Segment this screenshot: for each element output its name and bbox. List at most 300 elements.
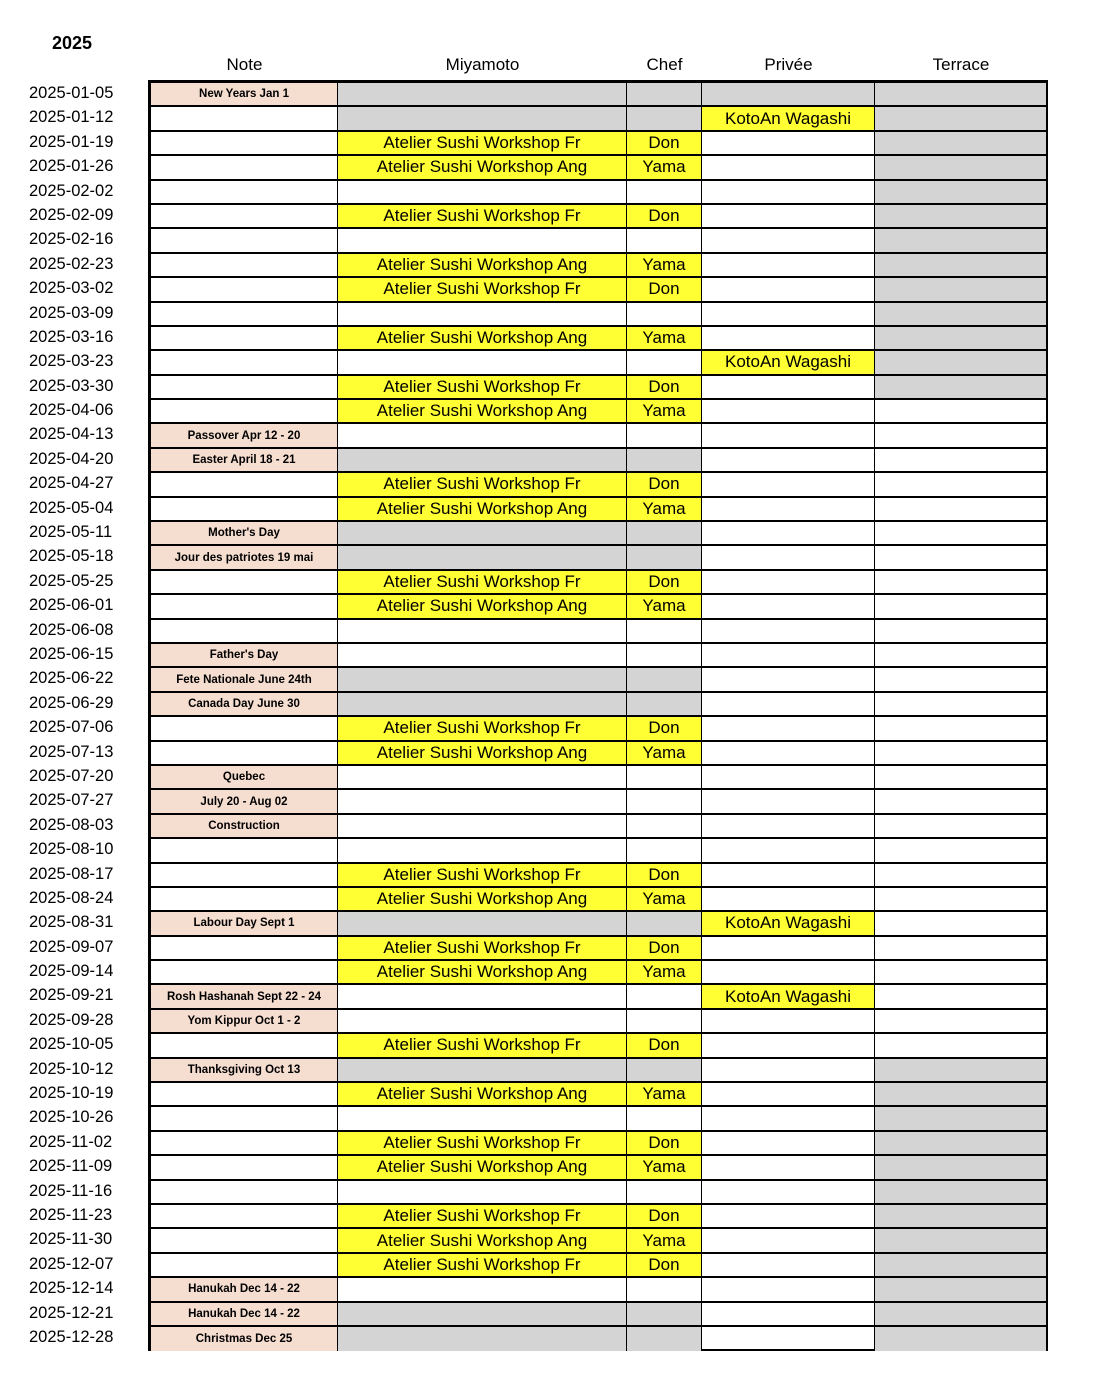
cell-terrace[interactable] <box>875 644 1046 666</box>
table-row <box>151 1010 1046 1034</box>
cell-miyamoto[interactable]: Atelier Sushi Workshop Fr <box>338 473 627 495</box>
cell-note[interactable] <box>151 1205 338 1227</box>
cell-miyamoto[interactable] <box>338 351 627 373</box>
table-row <box>151 1254 1046 1278</box>
cell-miyamoto[interactable] <box>338 1278 627 1300</box>
cell-chef[interactable] <box>627 1107 702 1129</box>
cell-note[interactable] <box>151 351 338 373</box>
cell-chef[interactable]: Yama <box>627 400 702 422</box>
cell-privee[interactable] <box>702 1034 875 1056</box>
cell-terrace[interactable] <box>875 327 1046 349</box>
table-row <box>151 132 1046 156</box>
cell-terrace[interactable] <box>875 546 1046 568</box>
cell-chef[interactable] <box>627 181 702 203</box>
cell-privee[interactable]: KotoAn Wagashi <box>702 351 875 373</box>
cell-note[interactable]: Hanukah Dec 14 - 22 <box>151 1278 338 1300</box>
cell-chef[interactable] <box>627 985 702 1007</box>
cell-privee[interactable] <box>702 1156 875 1178</box>
cell-chef[interactable] <box>627 1181 702 1203</box>
cell-miyamoto[interactable] <box>338 1010 627 1032</box>
cell-privee[interactable] <box>702 815 875 837</box>
cell-miyamoto[interactable] <box>338 1327 627 1351</box>
cell-note[interactable] <box>151 839 338 861</box>
table-row <box>151 498 1046 522</box>
cell-terrace[interactable] <box>875 376 1046 398</box>
cell-miyamoto[interactable] <box>338 985 627 1007</box>
cell-miyamoto[interactable] <box>338 839 627 861</box>
cell-chef[interactable] <box>627 1010 702 1032</box>
cell-note[interactable] <box>151 1083 338 1105</box>
cell-privee[interactable] <box>702 644 875 666</box>
cell-privee[interactable] <box>702 1181 875 1203</box>
cell-terrace[interactable] <box>875 205 1046 227</box>
cell-chef[interactable] <box>627 1327 702 1351</box>
cell-miyamoto[interactable] <box>338 522 627 544</box>
cell-miyamoto[interactable]: Atelier Sushi Workshop Fr <box>338 1205 627 1227</box>
cell-chef[interactable] <box>627 1059 702 1081</box>
cell-privee[interactable] <box>702 400 875 422</box>
cell-chef[interactable] <box>627 83 702 105</box>
cell-terrace[interactable] <box>875 1229 1046 1251</box>
cell-terrace[interactable] <box>875 1254 1046 1276</box>
cell-privee[interactable] <box>702 473 875 495</box>
cell-chef[interactable]: Yama <box>627 156 702 178</box>
cell-note[interactable] <box>151 1034 338 1056</box>
cell-privee[interactable] <box>702 156 875 178</box>
cell-note[interactable] <box>151 864 338 886</box>
cell-miyamoto[interactable] <box>338 546 627 568</box>
row-date: 2025-02-02 <box>29 181 114 200</box>
cell-note[interactable]: Yom Kippur Oct 1 - 2 <box>151 1010 338 1032</box>
cell-privee[interactable] <box>702 620 875 642</box>
cell-chef[interactable] <box>627 1278 702 1300</box>
cell-terrace[interactable] <box>875 717 1046 739</box>
cell-terrace[interactable] <box>875 229 1046 251</box>
cell-miyamoto[interactable]: Atelier Sushi Workshop Ang <box>338 961 627 983</box>
cell-terrace[interactable] <box>875 742 1046 764</box>
cell-miyamoto[interactable]: Atelier Sushi Workshop Fr <box>338 571 627 593</box>
cell-miyamoto[interactable]: Atelier Sushi Workshop Fr <box>338 717 627 739</box>
cell-note[interactable]: Labour Day Sept 1 <box>151 912 338 934</box>
cell-chef[interactable] <box>627 766 702 788</box>
row-date: 2025-12-07 <box>29 1254 114 1273</box>
cell-terrace[interactable] <box>875 83 1046 105</box>
cell-miyamoto[interactable]: Atelier Sushi Workshop Ang <box>338 1083 627 1105</box>
cell-miyamoto[interactable] <box>338 107 627 129</box>
cell-note[interactable]: Rosh Hashanah Sept 22 - 24 <box>151 985 338 1007</box>
cell-note[interactable] <box>151 205 338 227</box>
cell-terrace[interactable] <box>875 912 1046 934</box>
date-column <box>0 81 148 1349</box>
cell-miyamoto[interactable]: Atelier Sushi Workshop Ang <box>338 1229 627 1251</box>
cell-note[interactable] <box>151 717 338 739</box>
cell-privee[interactable] <box>702 1132 875 1154</box>
row-date: 2025-03-09 <box>29 303 114 322</box>
table-row <box>151 1303 1046 1327</box>
cell-note[interactable]: Canada Day June 30 <box>151 693 338 715</box>
cell-chef[interactable] <box>627 620 702 642</box>
cell-miyamoto[interactable]: Atelier Sushi Workshop Ang <box>338 1156 627 1178</box>
cell-note[interactable] <box>151 156 338 178</box>
cell-miyamoto[interactable] <box>338 693 627 715</box>
cell-terrace[interactable] <box>875 303 1046 325</box>
table-row <box>151 912 1046 936</box>
cell-chef[interactable]: Don <box>627 1034 702 1056</box>
cell-chef[interactable]: Yama <box>627 327 702 349</box>
cell-terrace[interactable] <box>875 815 1046 837</box>
cell-chef[interactable] <box>627 668 702 690</box>
cell-chef[interactable]: Don <box>627 1254 702 1276</box>
cell-note[interactable]: Easter April 18 - 21 <box>151 449 338 471</box>
cell-terrace[interactable] <box>875 766 1046 788</box>
cell-chef[interactable]: Don <box>627 1205 702 1227</box>
cell-note[interactable] <box>151 620 338 642</box>
cell-terrace[interactable] <box>875 1278 1046 1300</box>
cell-terrace[interactable] <box>875 1083 1046 1105</box>
table-row <box>151 668 1046 692</box>
cell-terrace[interactable] <box>875 1059 1046 1081</box>
cell-chef[interactable] <box>627 644 702 666</box>
cell-note[interactable] <box>151 327 338 349</box>
cell-terrace[interactable] <box>875 1205 1046 1227</box>
cell-terrace[interactable] <box>875 181 1046 203</box>
row-date: 2025-05-04 <box>29 498 114 517</box>
cell-miyamoto[interactable]: Atelier Sushi Workshop Fr <box>338 1254 627 1276</box>
cell-note[interactable]: Hanukah Dec 14 - 22 <box>151 1303 338 1325</box>
row-date: 2025-02-23 <box>29 254 114 273</box>
cell-privee[interactable] <box>702 181 875 203</box>
cell-miyamoto[interactable]: Atelier Sushi Workshop Fr <box>338 376 627 398</box>
cell-terrace[interactable] <box>875 498 1046 520</box>
cell-note[interactable]: Thanksgiving Oct 13 <box>151 1059 338 1081</box>
cell-chef[interactable] <box>627 522 702 544</box>
table-row <box>151 278 1046 302</box>
cell-privee[interactable] <box>702 278 875 300</box>
cell-terrace[interactable] <box>875 132 1046 154</box>
cell-miyamoto[interactable]: Atelier Sushi Workshop Fr <box>338 864 627 886</box>
cell-terrace[interactable] <box>875 1181 1046 1203</box>
cell-privee[interactable] <box>702 766 875 788</box>
cell-miyamoto[interactable] <box>338 620 627 642</box>
cell-miyamoto[interactable] <box>338 181 627 203</box>
cell-privee[interactable] <box>702 1278 875 1300</box>
cell-note[interactable] <box>151 181 338 203</box>
cell-note[interactable] <box>151 303 338 325</box>
cell-note[interactable] <box>151 473 338 495</box>
cell-miyamoto[interactable] <box>338 424 627 446</box>
table-row <box>151 839 1046 863</box>
cell-note[interactable] <box>151 400 338 422</box>
cell-chef[interactable] <box>627 790 702 812</box>
cell-privee[interactable] <box>702 937 875 959</box>
cell-chef[interactable]: Don <box>627 376 702 398</box>
cell-chef[interactable]: Yama <box>627 1156 702 1178</box>
cell-miyamoto[interactable] <box>338 766 627 788</box>
row-date: 2025-04-13 <box>29 425 114 444</box>
cell-miyamoto[interactable] <box>338 668 627 690</box>
cell-miyamoto[interactable]: Atelier Sushi Workshop Ang <box>338 742 627 764</box>
table-row <box>151 1034 1046 1058</box>
cell-privee[interactable] <box>702 83 875 105</box>
cell-miyamoto[interactable]: Atelier Sushi Workshop Fr <box>338 132 627 154</box>
cell-note[interactable] <box>151 961 338 983</box>
cell-chef[interactable]: Don <box>627 937 702 959</box>
cell-privee[interactable] <box>702 839 875 861</box>
cell-note[interactable] <box>151 1229 338 1251</box>
cell-terrace[interactable] <box>875 1034 1046 1056</box>
cell-privee[interactable] <box>702 1010 875 1032</box>
cell-miyamoto[interactable]: Atelier Sushi Workshop Ang <box>338 254 627 276</box>
cell-privee[interactable] <box>702 303 875 325</box>
cell-terrace[interactable] <box>875 156 1046 178</box>
cell-miyamoto[interactable] <box>338 1181 627 1203</box>
cell-note[interactable]: Construction <box>151 815 338 837</box>
cell-note[interactable] <box>151 254 338 276</box>
cell-note[interactable] <box>151 888 338 910</box>
row-date: 2025-05-25 <box>29 571 114 590</box>
cell-privee[interactable] <box>702 1205 875 1227</box>
cell-terrace[interactable] <box>875 961 1046 983</box>
cell-miyamoto[interactable]: Atelier Sushi Workshop Fr <box>338 205 627 227</box>
cell-terrace[interactable] <box>875 400 1046 422</box>
cell-terrace[interactable] <box>875 571 1046 593</box>
header-note: Note <box>226 55 263 74</box>
cell-note[interactable] <box>151 571 338 593</box>
cell-chef[interactable]: Don <box>627 473 702 495</box>
cell-chef[interactable]: Don <box>627 717 702 739</box>
cell-note[interactable]: Passover Apr 12 - 20 <box>151 424 338 446</box>
cell-miyamoto[interactable] <box>338 303 627 325</box>
cell-note[interactable] <box>151 1254 338 1276</box>
cell-privee[interactable] <box>702 522 875 544</box>
table-row <box>151 888 1046 912</box>
cell-terrace[interactable] <box>875 864 1046 886</box>
cell-chef[interactable] <box>627 1303 702 1325</box>
cell-terrace[interactable] <box>875 1303 1046 1325</box>
cell-note[interactable]: Christmas Dec 25 <box>151 1327 338 1351</box>
cell-miyamoto[interactable]: Atelier Sushi Workshop Ang <box>338 327 627 349</box>
cell-privee[interactable] <box>702 327 875 349</box>
cell-chef[interactable]: Yama <box>627 1229 702 1251</box>
cell-note[interactable] <box>151 1132 338 1154</box>
cell-note[interactable] <box>151 937 338 959</box>
cell-terrace[interactable] <box>875 1010 1046 1032</box>
cell-chef[interactable] <box>627 303 702 325</box>
cell-terrace[interactable] <box>875 449 1046 471</box>
cell-miyamoto[interactable]: Atelier Sushi Workshop Fr <box>338 278 627 300</box>
cell-note[interactable] <box>151 498 338 520</box>
cell-terrace[interactable] <box>875 839 1046 861</box>
cell-miyamoto[interactable] <box>338 1059 627 1081</box>
cell-terrace[interactable] <box>875 351 1046 373</box>
cell-note[interactable] <box>151 742 338 764</box>
cell-miyamoto[interactable]: Atelier Sushi Workshop Fr <box>338 1034 627 1056</box>
cell-chef[interactable]: Don <box>627 132 702 154</box>
cell-privee[interactable] <box>702 668 875 690</box>
cell-chef[interactable]: Don <box>627 278 702 300</box>
table-row <box>151 400 1046 424</box>
cell-terrace[interactable] <box>875 790 1046 812</box>
row-date: 2025-08-24 <box>29 888 114 907</box>
cell-terrace[interactable] <box>875 107 1046 129</box>
row-date: 2025-09-21 <box>29 986 114 1005</box>
cell-note[interactable] <box>151 132 338 154</box>
cell-chef[interactable] <box>627 912 702 934</box>
cell-chef[interactable]: Yama <box>627 742 702 764</box>
cell-chef[interactable] <box>627 107 702 129</box>
cell-chef[interactable] <box>627 839 702 861</box>
cell-note[interactable]: July 20 - Aug 02 <box>151 790 338 812</box>
cell-chef[interactable] <box>627 449 702 471</box>
cell-miyamoto[interactable] <box>338 912 627 934</box>
cell-privee[interactable]: KotoAn Wagashi <box>702 107 875 129</box>
table-row <box>151 1229 1046 1253</box>
cell-terrace[interactable] <box>875 254 1046 276</box>
cell-chef[interactable]: Yama <box>627 595 702 617</box>
cell-privee[interactable] <box>702 693 875 715</box>
cell-terrace[interactable] <box>875 595 1046 617</box>
cell-miyamoto[interactable]: Atelier Sushi Workshop Ang <box>338 498 627 520</box>
cell-privee[interactable] <box>702 1107 875 1129</box>
cell-chef[interactable] <box>627 546 702 568</box>
cell-privee[interactable] <box>702 376 875 398</box>
table-row <box>151 327 1046 351</box>
cell-chef[interactable]: Yama <box>627 498 702 520</box>
cell-note[interactable] <box>151 1181 338 1203</box>
cell-miyamoto[interactable]: Atelier Sushi Workshop Ang <box>338 888 627 910</box>
cell-privee[interactable] <box>702 888 875 910</box>
cell-miyamoto[interactable]: Atelier Sushi Workshop Ang <box>338 595 627 617</box>
cell-note[interactable]: New Years Jan 1 <box>151 83 338 105</box>
cell-chef[interactable]: Don <box>627 864 702 886</box>
cell-note[interactable] <box>151 107 338 129</box>
cell-miyamoto[interactable] <box>338 83 627 105</box>
cell-terrace[interactable] <box>875 668 1046 690</box>
cell-terrace[interactable] <box>875 424 1046 446</box>
cell-note[interactable] <box>151 1107 338 1129</box>
cell-chef[interactable] <box>627 693 702 715</box>
cell-privee[interactable] <box>702 790 875 812</box>
cell-chef[interactable] <box>627 229 702 251</box>
cell-note[interactable]: Father's Day <box>151 644 338 666</box>
cell-note[interactable] <box>151 278 338 300</box>
cell-terrace[interactable] <box>875 985 1046 1007</box>
table-row <box>151 449 1046 473</box>
cell-chef[interactable]: Yama <box>627 888 702 910</box>
cell-privee[interactable]: KotoAn Wagashi <box>702 912 875 934</box>
cell-privee[interactable] <box>702 1229 875 1251</box>
row-date: 2025-06-15 <box>29 644 114 663</box>
cell-miyamoto[interactable] <box>338 1107 627 1129</box>
row-date: 2025-11-23 <box>29 1205 113 1224</box>
cell-chef[interactable] <box>627 424 702 446</box>
row-date: 2025-11-30 <box>29 1230 113 1249</box>
cell-privee[interactable]: KotoAn Wagashi <box>702 985 875 1007</box>
cell-miyamoto[interactable] <box>338 229 627 251</box>
cell-terrace[interactable] <box>875 888 1046 910</box>
cell-privee[interactable] <box>702 1059 875 1081</box>
row-date: 2025-07-27 <box>29 791 114 810</box>
cell-terrace[interactable] <box>875 693 1046 715</box>
cell-terrace[interactable] <box>875 522 1046 544</box>
cell-note[interactable]: Quebec <box>151 766 338 788</box>
cell-privee[interactable] <box>702 254 875 276</box>
cell-privee[interactable] <box>702 864 875 886</box>
cell-terrace[interactable] <box>875 1327 1046 1351</box>
cell-miyamoto[interactable] <box>338 815 627 837</box>
cell-chef[interactable]: Yama <box>627 254 702 276</box>
row-date: 2025-03-23 <box>29 352 114 371</box>
cell-chef[interactable]: Yama <box>627 1083 702 1105</box>
cell-terrace[interactable] <box>875 937 1046 959</box>
cell-privee[interactable] <box>702 132 875 154</box>
table-row <box>151 229 1046 253</box>
cell-privee[interactable] <box>702 546 875 568</box>
cell-privee[interactable] <box>702 1254 875 1276</box>
cell-miyamoto[interactable]: Atelier Sushi Workshop Fr <box>338 1132 627 1154</box>
cell-note[interactable] <box>151 595 338 617</box>
cell-note[interactable]: Mother's Day <box>151 522 338 544</box>
cell-chef[interactable]: Yama <box>627 961 702 983</box>
cell-chef[interactable] <box>627 815 702 837</box>
cell-chef[interactable]: Don <box>627 1132 702 1154</box>
cell-miyamoto[interactable]: Atelier Sushi Workshop Ang <box>338 400 627 422</box>
cell-miyamoto[interactable] <box>338 449 627 471</box>
cell-terrace[interactable] <box>875 620 1046 642</box>
cell-miyamoto[interactable] <box>338 790 627 812</box>
row-date: 2025-06-08 <box>29 620 114 639</box>
cell-privee[interactable] <box>702 205 875 227</box>
header-miyamoto: Miyamoto <box>445 55 520 74</box>
cell-privee[interactable] <box>702 1303 875 1325</box>
cell-privee[interactable] <box>702 424 875 446</box>
cell-miyamoto[interactable]: Atelier Sushi Workshop Ang <box>338 156 627 178</box>
cell-miyamoto[interactable]: Atelier Sushi Workshop Fr <box>338 937 627 959</box>
cell-note[interactable]: Fete Nationale June 24th <box>151 668 338 690</box>
cell-privee[interactable] <box>702 449 875 471</box>
cell-terrace[interactable] <box>875 473 1046 495</box>
cell-terrace[interactable] <box>875 1132 1046 1154</box>
year-title: 2025 <box>52 33 93 53</box>
row-date: 2025-01-05 <box>29 84 114 102</box>
cell-privee[interactable] <box>702 498 875 520</box>
cell-privee[interactable] <box>702 717 875 739</box>
cell-chef[interactable]: Don <box>627 571 702 593</box>
row-date: 2025-03-02 <box>29 279 114 298</box>
table-row <box>151 1083 1046 1107</box>
cell-chef[interactable] <box>627 351 702 373</box>
cell-privee[interactable] <box>702 229 875 251</box>
cell-terrace[interactable] <box>875 1156 1046 1178</box>
row-date: 2025-10-05 <box>29 1035 114 1054</box>
cell-miyamoto[interactable] <box>338 644 627 666</box>
cell-note[interactable] <box>151 229 338 251</box>
cell-privee[interactable] <box>702 595 875 617</box>
table-row <box>151 1327 1046 1351</box>
cell-miyamoto[interactable] <box>338 1303 627 1325</box>
cell-note[interactable]: Jour des patriotes 19 mai <box>151 546 338 568</box>
cell-terrace[interactable] <box>875 278 1046 300</box>
cell-chef[interactable]: Don <box>627 205 702 227</box>
cell-privee[interactable] <box>702 961 875 983</box>
cell-privee[interactable] <box>702 571 875 593</box>
cell-privee[interactable] <box>702 742 875 764</box>
cell-privee[interactable] <box>702 1083 875 1105</box>
cell-note[interactable] <box>151 376 338 398</box>
cell-terrace[interactable] <box>875 1107 1046 1129</box>
cell-privee[interactable] <box>702 1327 875 1351</box>
cell-note[interactable] <box>151 1156 338 1178</box>
